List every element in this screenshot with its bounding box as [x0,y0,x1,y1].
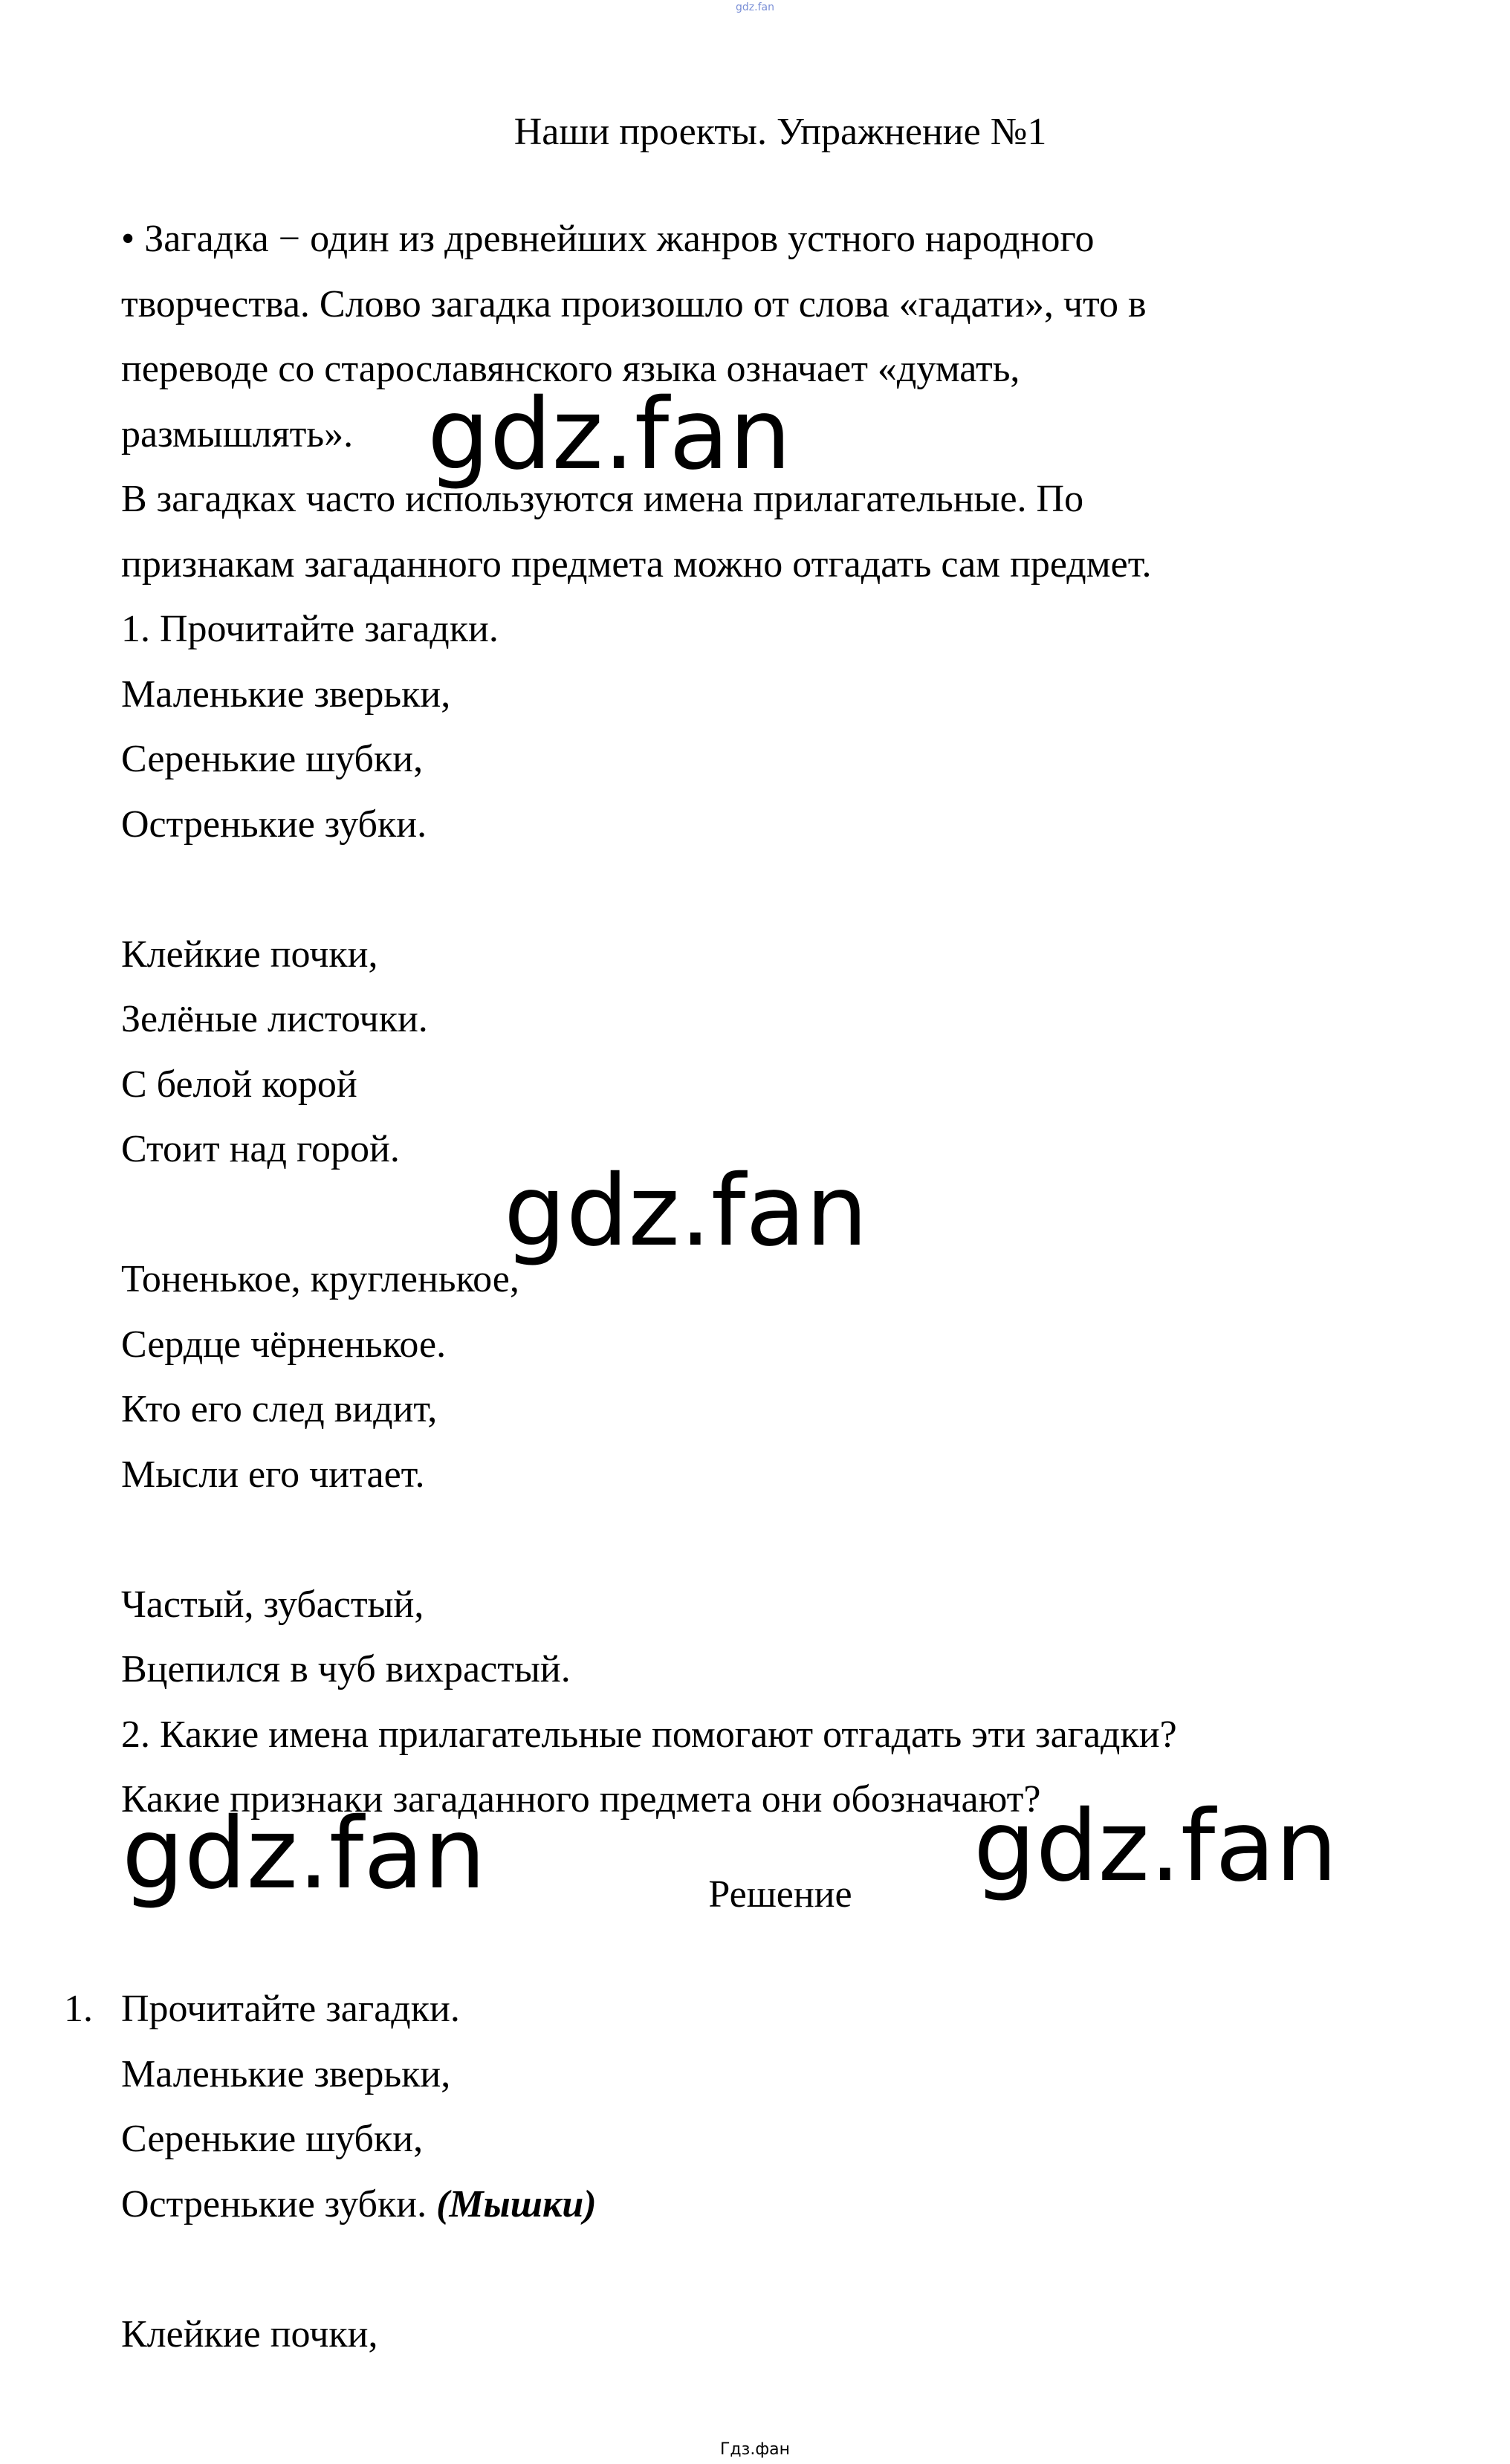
spacer [121,1507,1474,1572]
task-1-heading: 1. Прочитайте загадки. [121,608,499,650]
exercise-text [121,207,1474,1832]
riddle-text: Остренькие зубки. [121,2182,427,2225]
exercise-line: признакам загаданного предмета можно отгадать сам предмет. [121,542,1152,586]
solution-line: Маленькие зверьки, [121,2052,451,2095]
riddle-answer: (Мышки) [436,2182,597,2225]
riddle-line: Клейкие почки, [121,933,378,976]
page-title: Наши проекты. Упражнение №1 [513,111,1047,153]
solution-title: Решение [708,1873,852,1916]
solution-text [64,1977,1474,2367]
riddle-line: Сердце чёрненькое. [121,1323,447,1366]
spacer [121,2237,1474,2302]
solution-line [121,2172,1474,2237]
riddle-line: Стоит над горой. [121,1128,400,1170]
exercise-line: размышлять». [121,412,354,455]
riddle-line: Вцепился в чуб вихрастый. [121,1648,571,1690]
task-2-question: Какие признаки загаданного предмета они обозначают? [121,1778,1041,1821]
riddle-line: Маленькие зверьки, [121,672,451,716]
solution-line: Серенькие шубки, [121,2118,424,2160]
exercise-line: В загадках часто используются имена прилагательные. По [121,478,1084,520]
riddle-line: Кто его след видит, [121,1388,438,1430]
riddle-line: Частый, зубастый, [121,1583,424,1626]
solution-line: Прочитайте загадки. [121,1988,460,2030]
watermark: gdz.fan [504,1154,868,1268]
watermark: gdz.fan [122,1797,486,1911]
list-number: 1. [64,1988,93,2030]
watermark: gdz.fan [427,377,791,492]
riddle-line: Серенькие шубки, [121,738,424,780]
exercise-line: • Загадка − один из древнейших жанров устного народного [121,218,1095,260]
spacer [121,857,1474,922]
riddle-line: Мысли его читает. [121,1453,425,1496]
top-site-mark: gdz.fan [736,1,774,13]
footer-site-mark: Гдз.фан [720,2440,790,2459]
exercise-line: творчества. Слово загадка произошло от слова «гадати», что в [121,282,1147,325]
riddle-line: Тоненькое, кругленькое, [121,1258,519,1300]
exercise-line: переводе со старославянского языка означает «думать, [121,348,1020,390]
watermark: gdz.fan [973,1789,1338,1904]
solution-line: Клейкие почки, [121,2312,378,2356]
riddle-line: С белой корой [121,1063,357,1106]
task-2-question: 2. Какие имена прилагательные помогают отгадать эти загадки? [121,1713,1177,1756]
riddle-line: Остренькие зубки. [121,803,427,846]
riddle-line: Зелёные листочки. [121,998,428,1040]
